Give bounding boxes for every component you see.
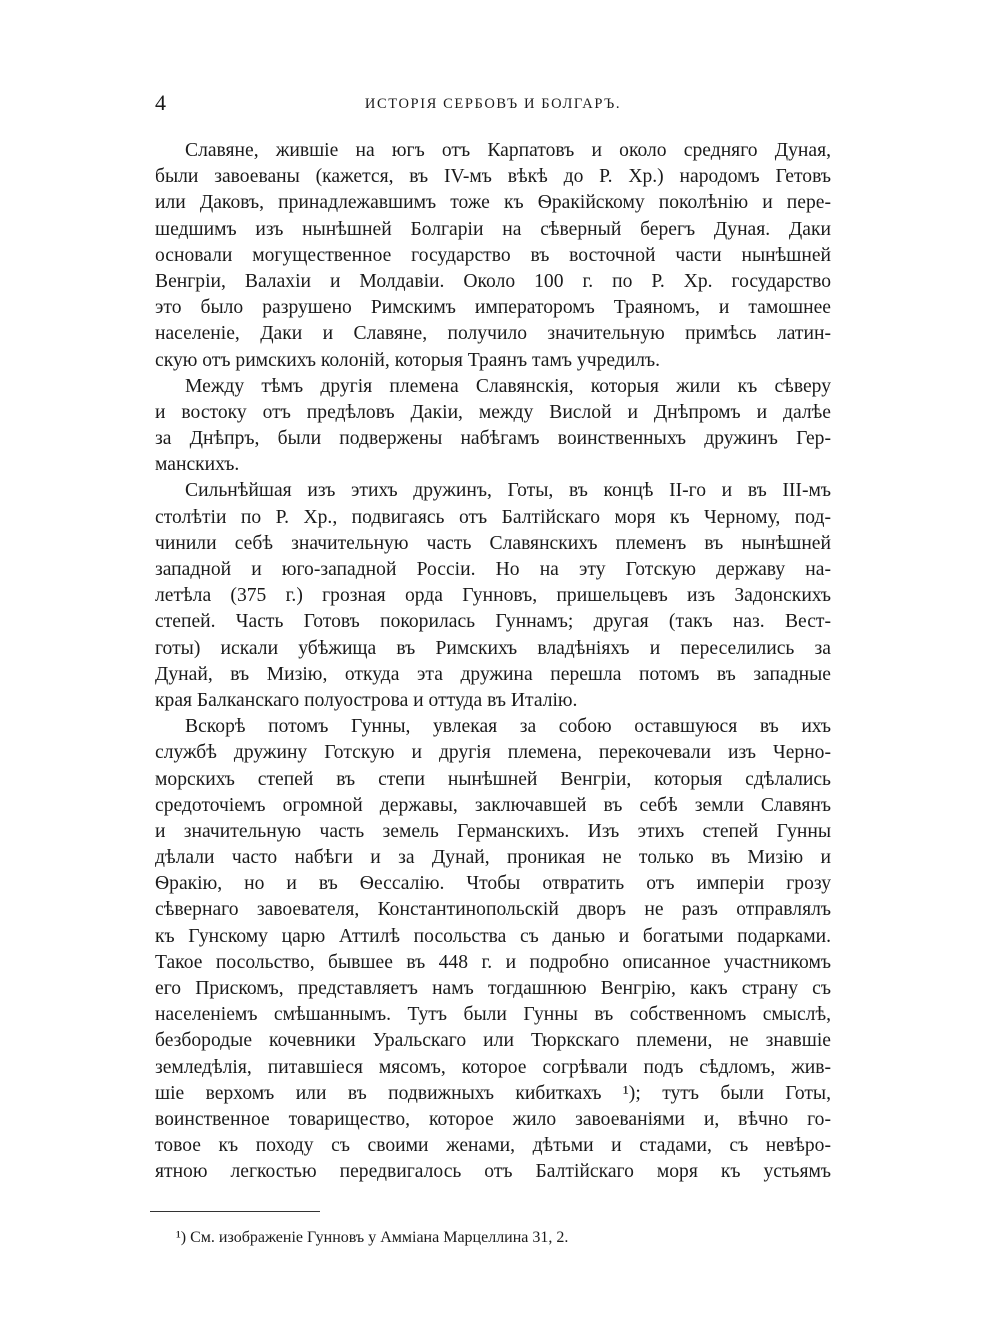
body-text: [155, 138, 831, 1186]
text-line: Венгріи, Валахіи и Молдавіи. Около 100 г. по Р. Хр. государство: [155, 270, 831, 292]
text-line: это было разрушено Римскимъ императоромъ Траяномъ, и тамошнее: [155, 297, 831, 319]
paragraph: [155, 478, 831, 714]
text-line: воинственное товарищество, которое жило завоеваніями и, вѣчно го-: [155, 1108, 831, 1130]
text-line: Между тѣмъ другія племена Славянскія, которыя жили къ сѣверу: [185, 375, 831, 397]
paragraph: [155, 138, 831, 374]
text-line: безбородые кочевники Уральскаго или Тюркскаго племени, не знавшіе: [155, 1030, 831, 1052]
text-line: летѣла (375 г.) грозная орда Гунновъ, пришельцевъ изъ Задонскихъ: [155, 585, 831, 607]
text-line: степей. Часть Готовъ покорилась Гуннамъ; другая (такъ наз. Вест-: [155, 611, 831, 633]
text-line: Вскорѣ потомъ Гунны, увлекая за собою оставшуюся въ ихъ: [185, 716, 831, 738]
text-line: и значительную часть земель Германскихъ. Изъ этихъ степей Гунны: [155, 820, 831, 842]
text-line: столѣтіи по Р. Хр., подвигаясь отъ Балтійскаго моря къ Черному, под-: [155, 506, 831, 528]
text-line: края Балканскаго полуострова и оттуда въ Италію.: [155, 689, 578, 711]
text-line: и востоку отъ предѣловъ Дакіи, между Вислой и Днѣпромъ и далѣе: [155, 401, 831, 423]
text-line: скую отъ римскихъ колоній, которыя Траянъ тамъ учредилъ.: [155, 349, 661, 371]
footnote-text: См. изображеніе Гунновъ у Амміана Марцеллина 31, 2.: [190, 1229, 569, 1246]
page-header: [155, 88, 831, 118]
text-line: шедшимъ изъ нынѣшней Болгаріи на сѣверный берегъ Дуная. Даки: [155, 218, 831, 240]
text-line: основали могущественное государство въ восточной части нынѣшней: [155, 244, 831, 266]
text-line: манскихъ.: [155, 454, 240, 476]
text-line: западной и юго-западной Россіи. Но на эту Готскую державу на-: [155, 559, 831, 580]
text-line: сѣвернаго завоевателя, Константинопольскій дворъ не разъ отправлялъ: [155, 899, 831, 921]
footnote-divider: [150, 1211, 320, 1212]
text-line: земледѣлія, питавшіеся мясомъ, которое согрѣвали подъ сѣдломъ, жив-: [155, 1056, 831, 1078]
text-line: службѣ дружину Готскую и другія племена, перекочевали изъ Черно-: [155, 742, 831, 764]
text-line: Сильнѣйшая изъ этихъ дружинъ, Готы, въ концѣ II-го и въ III-мъ: [185, 480, 831, 502]
page-number: 4: [155, 90, 166, 115]
footnote: [176, 1227, 568, 1249]
text-line: населеніемъ смѣшаннымъ. Тутъ были Гунны въ собственномъ смыслѣ,: [155, 1004, 831, 1026]
paragraph: [155, 374, 831, 479]
text-line: средоточіемъ огромной державы, заключавшей въ себѣ земли Славянъ: [155, 794, 831, 816]
text-line: къ Гунскому царю Аттилѣ посольства съ данью и богатыми подарками.: [155, 925, 831, 947]
text-line: или Даковъ, принадлежавшимъ тоже къ Ѳракійскому поколѣнію и пере-: [155, 192, 831, 214]
text-line: за Днѣпръ, были подвержены набѣгамъ воинственныхъ дружинъ Гер-: [155, 428, 831, 450]
text-line: Ѳракію, но и въ Ѳессалію. Чтобы отвратить отъ имперіи грозу: [155, 873, 831, 895]
text-line: морскихъ степей въ степи нынѣшней Венгріи, которыя сдѣлались: [155, 768, 831, 790]
running-title: ИСТОРІЯ СЕРБОВЪ И БОЛГАРЪ.: [364, 96, 622, 112]
text-line: его Прискомъ, представляетъ намъ тогдашнюю Венгрію, какъ страну съ: [155, 978, 831, 999]
text-line: дѣлали часто набѣги и за Дунай, проникая не только въ Мизію и: [155, 847, 831, 869]
text-line: населеніе, Даки и Славяне, получило значительную примѣсь латин-: [155, 323, 831, 345]
text-line: были завоеваны (кажется, въ IV-мъ вѣкѣ до Р. Хр.) народомъ Гетовъ: [155, 166, 831, 188]
footnote-marker: ¹): [176, 1229, 187, 1246]
text-line: товое къ походу съ своими женами, дѣтьми и стадами, съ невѣро-: [155, 1135, 831, 1157]
text-line: ятною легкостью передвигалось отъ Балтійскаго моря къ устьямъ: [155, 1161, 831, 1183]
text-line: Такое посольство, бывшее въ 448 г. и подробно описанное участникомъ: [155, 951, 831, 973]
text-line: Славяне, жившіе на югъ отъ Карпатовъ и около средняго Дуная,: [185, 140, 831, 161]
text-line: чинили себѣ значительную часть Славянскихъ племенъ въ нынѣшней: [155, 532, 831, 554]
paragraph: [155, 714, 831, 1185]
text-line: Дунай, въ Мизію, откуда эта дружина перешла потомъ въ западные: [155, 663, 831, 685]
text-line: шіе верхомъ или въ подвижныхъ кибиткахъ ¹); тутъ были Готы,: [155, 1082, 831, 1104]
text-line: готы) искали убѣжища въ Римскихъ владѣніяхъ и переселились за: [155, 637, 831, 659]
